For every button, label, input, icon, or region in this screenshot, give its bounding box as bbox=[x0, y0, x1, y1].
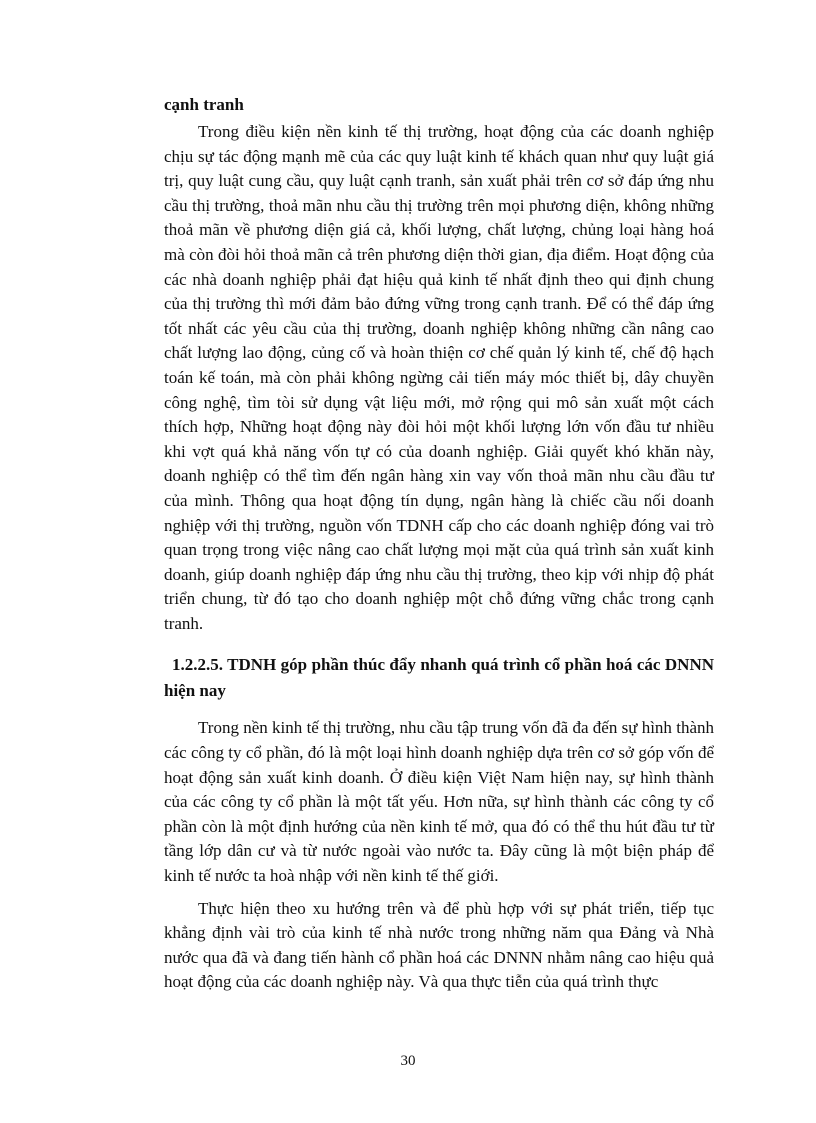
body-paragraph: Thực hiện theo xu hướng trên và để phù hợp với sự phát triển, tiếp tục khẳng định vài trò của kinh tế nhà nước trong những năm qua Đảng và Nhà nước qua đã và đang tiến hành cổ phần hoá các DNNN nhằm nâng cao hiệu quả hoạt động của các doanh nghiệp này. Và qua thực tiễn của quá trình thực bbox=[164, 898, 714, 992]
body-paragraph: Trong nền kinh tế thị trường, nhu cầu tập trung vốn đã đa đến sự hình thành các công ty cổ phần, đó là một loại hình doanh nghiệp dựa trên cơ sở góp vốn để hoạt động sản xuất kinh doanh. Ở điều kiện Việt Nam hiện nay, sự hình thành của các công ty cổ phần là một tất yếu. Hơn nữa, sự hình thành các công ty cổ phần còn là một định hướng của nền kinh tế mở, qua đó có thể thu hút đầu tư từ tầng lớp dân cư và từ nước ngoài vào nước ta. Đây cũng là một biện pháp để kinh tế nước ta hoà nhập với nền kinh tế thế giới. bbox=[164, 718, 714, 886]
body-paragraph: Trong điều kiện nền kinh tế thị trường, hoạt động của các doanh nghiệp chịu sự tác động mạnh mẽ của các quy luật kinh tế khách quan như quy luật giá trị, quy luật cung cầu, quy luật cạnh tranh, sản xuất phải trên cơ sở đáp ứng nhu cầu thị trường, thoả mãn nhu cầu thị trường trên mọi phương diện, không những thoả mãn về phương diện giá cả, khối lượng, chất lượng, chủng loại hàng hoá mà còn đòi hỏi thoả mãn cả trên phương diện thời gian, địa điểm. Hoạt động của các nhà doanh nghiệp phải đạt hiệu quả kinh tế nhất định theo qui định chung của thị trường thì mới đảm bảo đứng vững trong cạnh tranh. Để có thể đáp ứng tốt nhất các yêu cầu của thị trường, doanh nghiệp không những cần nâng cao chất lượng lao động, củng cố và hoàn thiện cơ chế quản lý kinh tế, chế độ hạch toán kế toán, mà còn phải không ngừng cải tiến máy móc thiết bị, dây chuyền công nghệ, tìm tòi sử dụng vật liệu mới, mở rộng qui mô sản xuất một cách thích hợp, Những hoạt động này đòi hỏi một khối lượng lớn vốn đầu tư nhiều khi vợt quá khả năng vốn tự có của doanh nghiệp. Giải quyết khó khăn này, doanh nghiệp có thể tìm đến ngân hàng xin vay vốn thoả mãn nhu cầu đầu tư của mình. Thông qua hoạt động tín dụng, ngân hàng là chiếc cầu nối doanh nghiệp với thị trường, nguồn vốn TDNH cấp cho các doanh nghiệp đóng vai trò quan trọng trong việc nâng cao chất lượng mọi mặt của quá trình sản xuất kinh doanh, giúp doanh nghiệp đáp ứng nhu cầu thị trường, theo kịp với nhịp độ phát triển chung, từ đó tạo cho doanh nghiệp một chỗ đứng vững chắc trong cạnh tranh. bbox=[164, 122, 714, 633]
section-heading: 1.2.2.5. TDNH góp phần thúc đẩy nhanh quá trình cổ phần hoá các DNNN hiện nay bbox=[164, 655, 714, 701]
continued-heading: cạnh tranh bbox=[164, 95, 244, 114]
page-number: 30 bbox=[400, 1053, 416, 1069]
document-page bbox=[164, 94, 714, 995]
